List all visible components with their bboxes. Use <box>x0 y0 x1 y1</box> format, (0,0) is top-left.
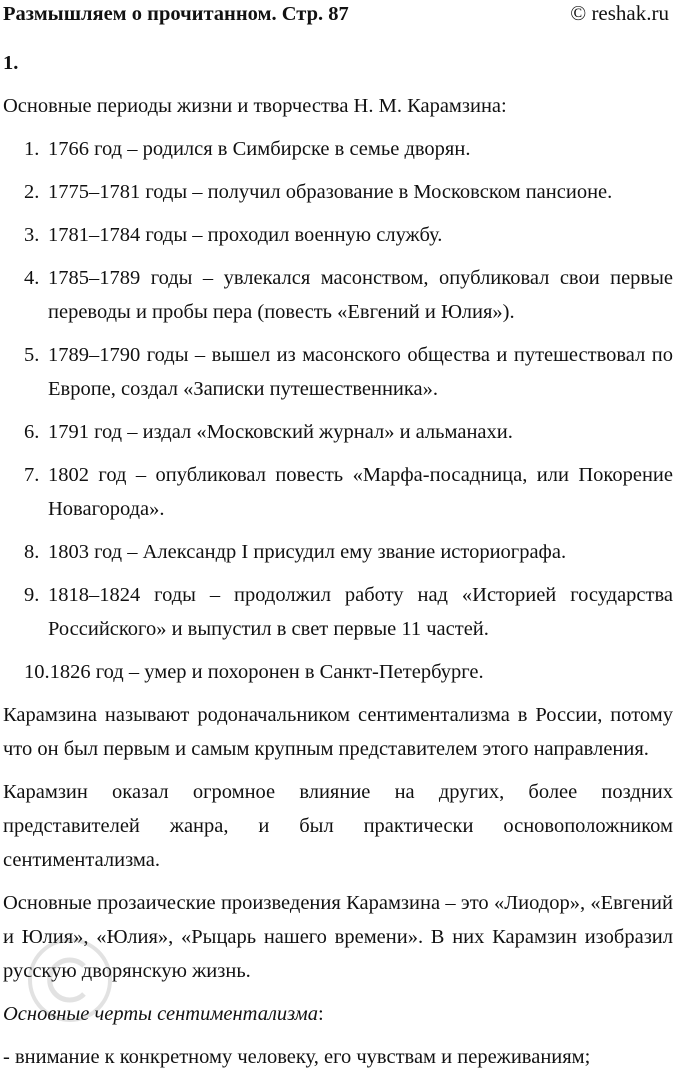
list-item <box>24 415 673 449</box>
item-text: 1803 год – Александр I присудил ему звание историографа. <box>48 541 567 563</box>
paragraph: Карамзин оказал огромное влияние на других, более поздних представителей жанра, и был практически основоположником сентиментализма. <box>3 781 673 871</box>
site-label: © reshak.ru <box>570 1 669 25</box>
item-text: 1775–1781 годы – получил образование в Московском пансионе. <box>48 181 613 203</box>
item-number: 10. <box>24 661 50 683</box>
item-text: 1781–1784 годы – проходил военную службу. <box>48 224 443 246</box>
item-text: 1766 год – родился в Симбирске в семье дворян. <box>48 138 471 160</box>
feature-item: - внимание к конкретному человеку, его чувствам и переживаниям; <box>3 1046 591 1068</box>
paragraph: Карамзина называют родоначальником сентиментализма в России, потому что он был первым и самым крупным представителем этого направления. <box>3 704 673 760</box>
item-text: 1802 год – опубликовал повесть «Марфа-посадница, или Покорение Новагорода». <box>48 464 673 520</box>
header <box>3 0 673 27</box>
item-text: 1785–1789 годы – увлекался масонством, опубликовал свои первые переводы и пробы пера (повесть «Евгений и Юлия»). <box>48 267 673 323</box>
features-heading-text: Основные черты сентиментализма <box>3 1003 318 1025</box>
list-item <box>24 338 673 406</box>
item-text: 1791 год – издал «Московский журнал» и альманахи. <box>48 421 513 443</box>
list-item <box>24 458 673 526</box>
task-number: 1. <box>3 52 19 74</box>
colon: : <box>318 1003 324 1025</box>
list-item <box>24 132 673 166</box>
item-text: 1818–1824 годы – продолжил работу над «Историей государства Российского» и выпустил в свет первые 11 частей. <box>48 584 673 640</box>
features-heading <box>3 997 673 1031</box>
item-number: 3. <box>24 224 40 246</box>
item-number: 4. <box>24 267 40 289</box>
list-item <box>24 175 673 209</box>
item-number: 1. <box>24 138 40 160</box>
list-item <box>24 578 673 646</box>
list-item <box>24 655 673 689</box>
item-text: 1789–1790 годы – вышел из масонского общества и путешествовал по Европе, создал «Записки путешественника». <box>48 344 673 400</box>
list-item <box>24 535 673 569</box>
item-number: 2. <box>24 181 40 203</box>
list-item <box>24 261 673 329</box>
list-item <box>24 218 673 252</box>
intro-text: Основные периоды жизни и творчества Н. М. Карамзина: <box>3 95 507 117</box>
item-number: 5. <box>24 344 40 366</box>
page-title: Размышляем о прочитанном. Стр. 87 <box>3 3 349 25</box>
item-text: 1826 год – умер и похоронен в Санкт-Петербурге. <box>49 661 484 683</box>
paragraph: Основные прозаические произведения Карамзина – это «Лиодор», «Евгений и Юлия», «Юлия», «Рыцарь нашего времени». В них Карамзин изобразил русскую дворянскую жизнь. <box>3 892 673 982</box>
item-number: 9. <box>24 584 40 606</box>
item-number: 7. <box>24 464 40 486</box>
item-number: 8. <box>24 541 40 563</box>
item-number: 6. <box>24 421 40 443</box>
periods-list <box>3 132 673 689</box>
